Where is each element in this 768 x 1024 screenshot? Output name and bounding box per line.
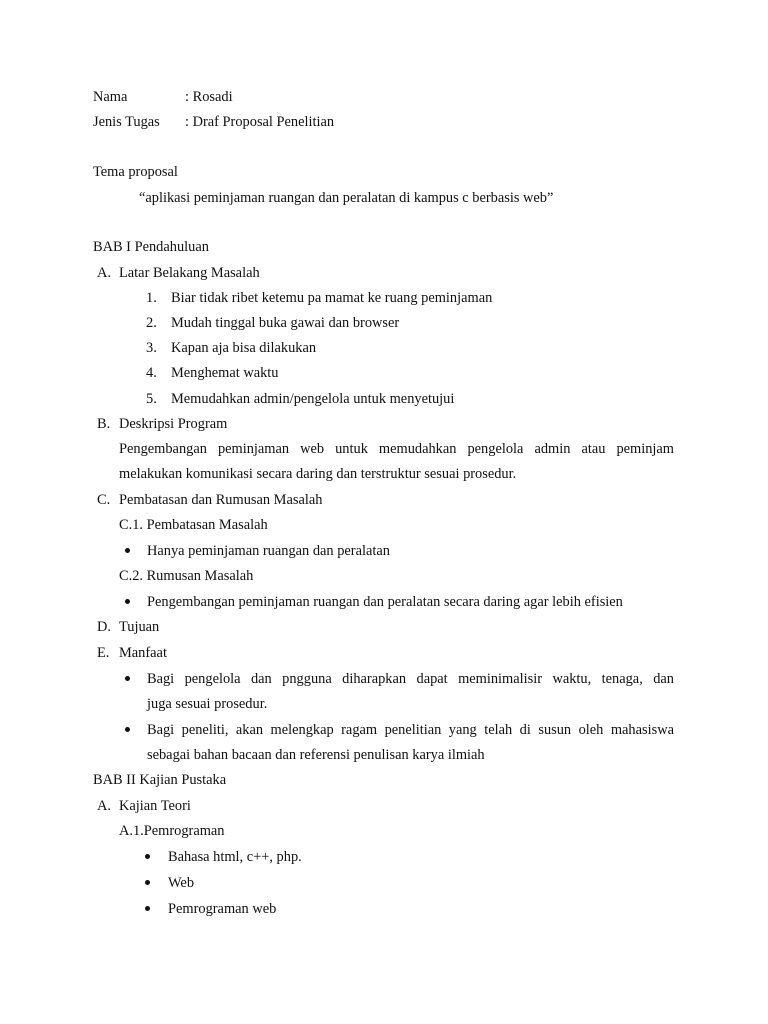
jenis-tugas-label: Jenis Tugas	[93, 114, 160, 130]
subsection-c1-title: C.1. Pembatasan Masalah	[119, 517, 268, 533]
list-item-line: juga sesuai prosedur.	[147, 696, 268, 712]
list-item: Pemrograman web	[168, 901, 277, 917]
section-a-marker: A.	[97, 265, 111, 281]
list-number: 5.	[146, 391, 157, 407]
bullet-icon	[125, 727, 130, 732]
bullet-icon	[145, 906, 150, 911]
bullet-icon	[125, 676, 130, 681]
section-e-title: Manfaat	[119, 645, 167, 661]
list-number: 3.	[146, 340, 157, 356]
section-d-marker: D.	[97, 619, 111, 635]
bullet-icon	[125, 548, 130, 553]
bab1-title: BAB I Pendahuluan	[93, 239, 209, 255]
list-item: Memudahkan admin/pengelola untuk menyetujui	[171, 391, 455, 407]
bullet-icon	[145, 854, 150, 859]
list-item: Kapan aja bisa dilakukan	[171, 340, 317, 356]
list-number: 2.	[146, 315, 157, 331]
tema-text: “aplikasi peminjaman ruangan dan peralatan di kampus c berbasis web”	[139, 190, 554, 206]
jenis-tugas-value: : Draf Proposal Penelitian	[185, 114, 335, 130]
section-a-title: Latar Belakang Masalah	[119, 265, 260, 281]
list-item: Mudah tinggal buka gawai dan browser	[171, 315, 400, 331]
section-b-paragraph-line: melakukan komunikasi secara daring dan terstruktur sesuai prosedur.	[119, 466, 517, 482]
subsection-a1-title: A.1.Pemrograman	[119, 823, 225, 839]
list-item: Hanya peminjaman ruangan dan peralatan	[147, 543, 390, 559]
list-item: Pengembangan peminjaman ruangan dan peralatan secara daring agar lebih efisien	[147, 594, 623, 610]
section-c-marker: C.	[97, 492, 111, 508]
list-item: Menghemat waktu	[171, 365, 279, 381]
nama-label: Nama	[93, 89, 128, 105]
section-c-title: Pembatasan dan Rumusan Masalah	[119, 492, 323, 508]
list-number: 4.	[146, 365, 157, 381]
section-b-title: Deskripsi Program	[119, 416, 228, 432]
bab2-title: BAB II Kajian Pustaka	[93, 772, 227, 788]
subsection-c2-title: C.2. Rumusan Masalah	[119, 568, 254, 584]
list-item: Biar tidak ribet ketemu pa mamat ke ruang peminjaman	[171, 290, 493, 306]
bab2-section-a-title: Kajian Teori	[119, 798, 191, 814]
list-item: Web	[168, 875, 195, 891]
tema-label: Tema proposal	[93, 164, 178, 180]
section-e-marker: E.	[97, 645, 110, 661]
section-b-marker: B.	[97, 416, 111, 432]
section-d-title: Tujuan	[119, 619, 160, 635]
list-item-line: sebagai bahan bacaan dan referensi penulisan karya ilmiah	[147, 747, 485, 763]
bullet-icon	[145, 880, 150, 885]
section-b-paragraph-line: Pengembangan peminjaman web untuk memudahkan pengelola admin atau peminjam	[119, 441, 674, 457]
list-item: Bahasa html, c++, php.	[168, 849, 302, 865]
list-item-line: Bagi pengelola dan pngguna diharapkan dapat meminimalisir waktu, tenaga, dan	[147, 671, 674, 687]
list-number: 1.	[146, 290, 157, 306]
bab2-section-a-marker: A.	[97, 798, 111, 814]
list-item-line: Bagi peneliti, akan melengkap ragam penelitian yang telah di susun oleh mahasiswa	[147, 722, 674, 738]
nama-value: : Rosadi	[185, 89, 233, 105]
bullet-icon	[125, 599, 130, 604]
